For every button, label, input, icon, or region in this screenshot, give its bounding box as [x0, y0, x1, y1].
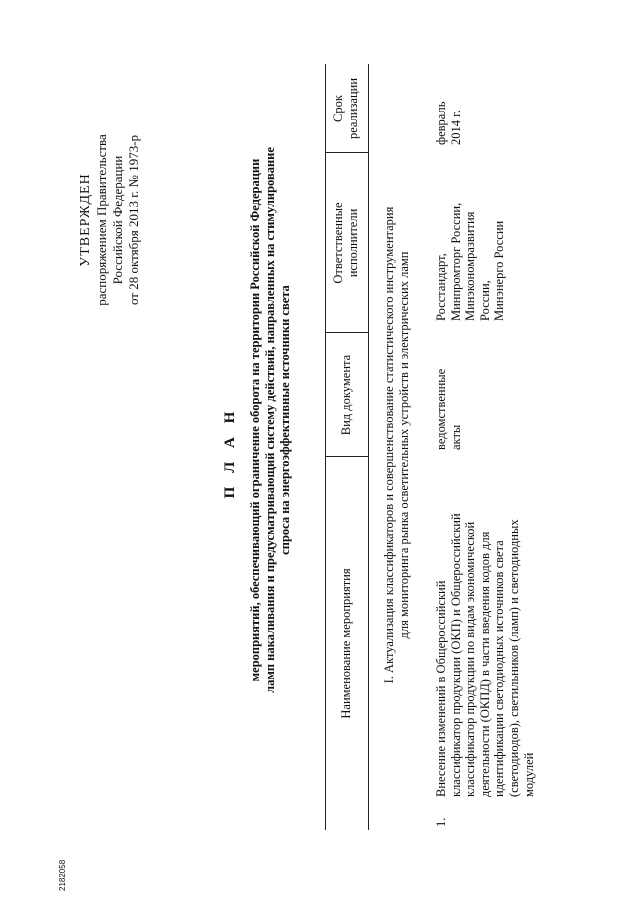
approval-line-3: от 28 октября 2013 г. № 1973-р [126, 134, 141, 306]
row-name-line: (светодиодов), светильников (ламп) и светодиодных [506, 519, 521, 797]
plan-subtitle-line-1: мероприятий, обеспечивающий ограничение оборота на территории Российской Федерации [248, 158, 262, 682]
document-code: 2182058 [58, 859, 67, 891]
row-executors [434, 156, 507, 321]
approval-line-2: Российской Федерации [110, 155, 125, 285]
row-name-line: классификатор продукции по видам экономической [463, 521, 478, 797]
section-heading-line-1: I. Актуализация классификаторов и совершенствование статистического инструментария [382, 206, 396, 684]
approval-heading: УТВЕРЖДЕН [78, 173, 93, 267]
plan-subtitle [248, 110, 293, 730]
approval-stamp [78, 95, 142, 345]
header-executors-line-1: Ответственные [331, 202, 345, 284]
row-name-line: классификатор продукции (ОКП) и Общероссийский [448, 513, 463, 797]
row-number: 1. [434, 817, 448, 827]
header-doc-type: Вид документа [339, 354, 353, 436]
table-header-rule [368, 64, 369, 830]
plan-title: П Л А Н [222, 406, 238, 499]
row-doc-type [434, 335, 463, 450]
header-executors-line-2: исполнители [346, 208, 360, 278]
section-heading-line-2: для мониторинга рынка осветительных устройств и электрических ламп [397, 251, 411, 639]
row-deadline [434, 65, 463, 145]
plan-subtitle-line-2: ламп накаливания и предусматривающий систему действий, направленных на стимулирование [263, 147, 277, 693]
row-name-line: деятельности (ОКПД) в части введения кодов для [477, 531, 492, 797]
header-deadline-line-1: Срок [331, 95, 345, 122]
row-deadline-line: 2014 г. [448, 110, 463, 145]
header-deadline-line-2: реализации [346, 77, 360, 140]
section-heading [382, 75, 412, 815]
row-deadline-line: февраль [434, 101, 448, 145]
row-name [434, 452, 536, 797]
row-doc-type-line: ведомственные [434, 368, 448, 450]
header-name: Наименование мероприятия [339, 568, 353, 719]
row-name-line: идентификации светодиодных источников света [492, 540, 507, 797]
row-executor-line: Росстандарт, [434, 253, 448, 321]
plan-subtitle-line-3: спроса на энергоэффективные источники света [278, 285, 292, 555]
row-name-line: модулей [521, 752, 536, 797]
row-executor-line: Минпромторг России, [448, 202, 463, 321]
approval-line-1: распоряжением Правительства [94, 134, 109, 306]
row-executor-line: Минэнерго России [492, 220, 507, 321]
header-executors [331, 153, 361, 333]
table-top-rule [325, 64, 326, 830]
row-doc-type-line: акты [448, 424, 463, 450]
row-name-line: Внесение изменений в Общероссийский [434, 580, 448, 797]
header-deadline [331, 64, 361, 153]
row-executor-line: Минэкономразвития [463, 211, 478, 321]
row-executor-line: России, [477, 280, 492, 321]
